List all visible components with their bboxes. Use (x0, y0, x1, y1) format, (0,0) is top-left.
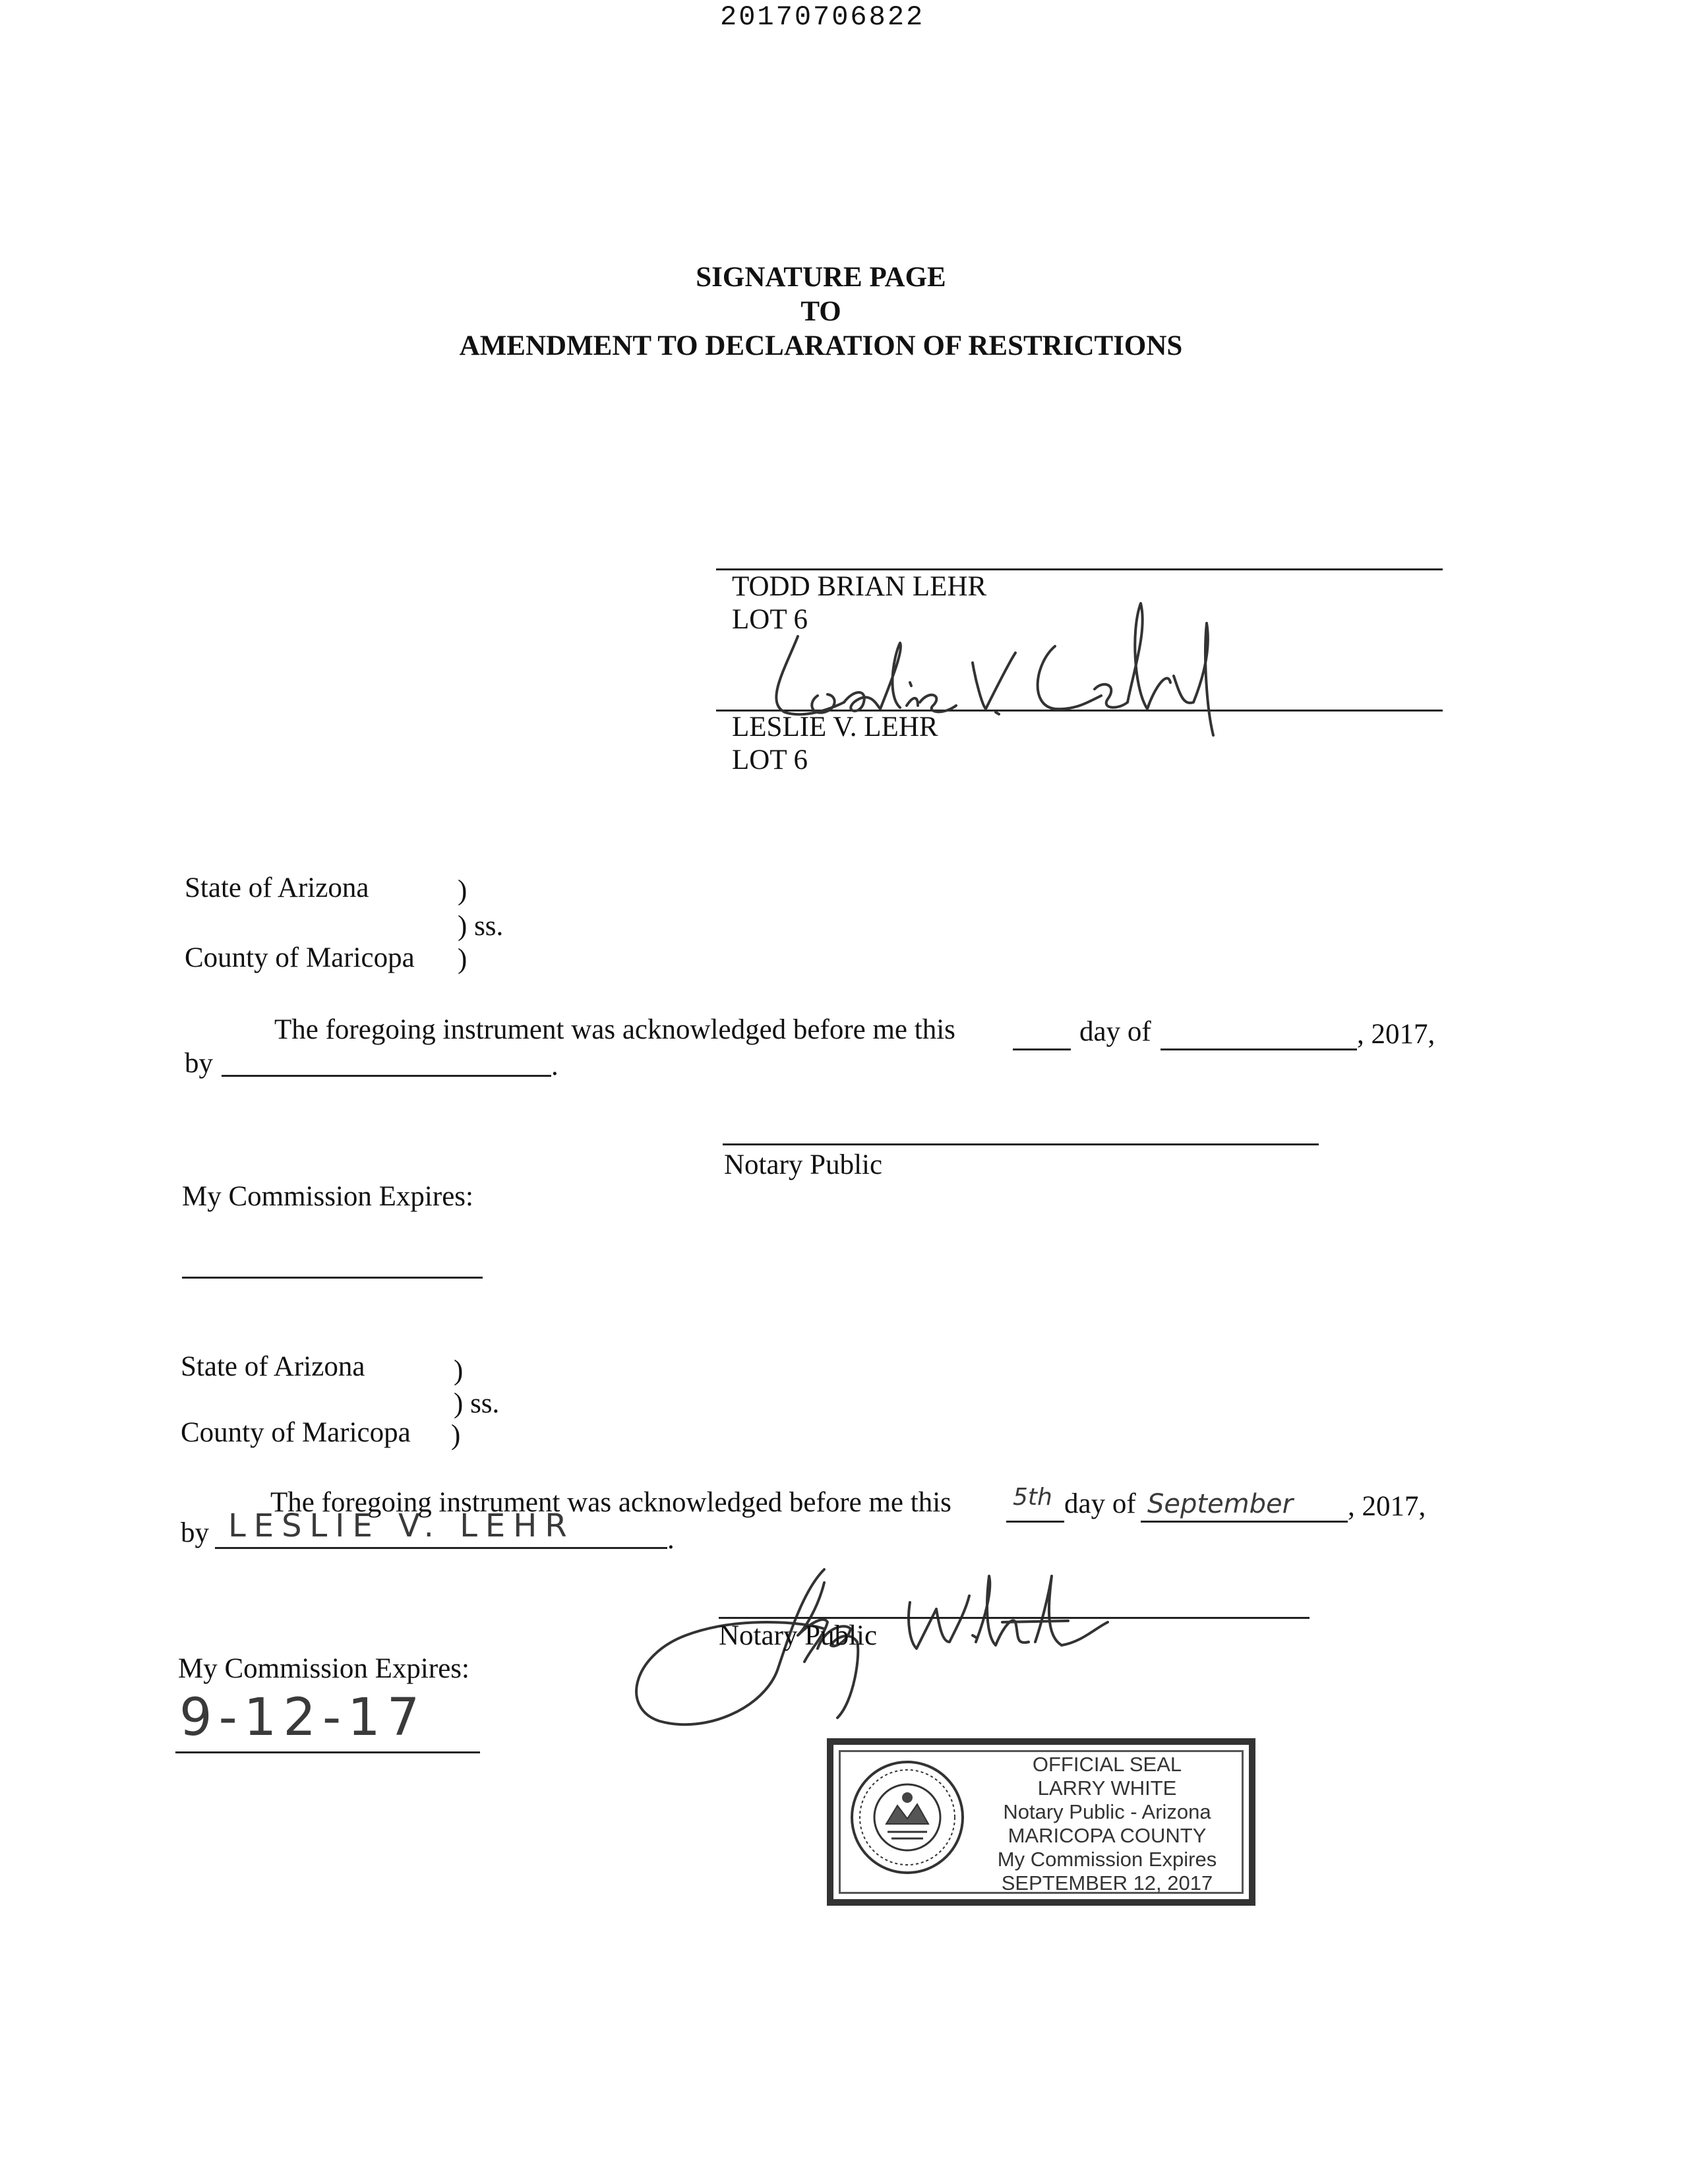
commission-blank-1 (182, 1277, 483, 1279)
year-2: , 2017, (1348, 1491, 1426, 1522)
month-blank-2 (1141, 1521, 1348, 1523)
signer-lot-todd: LOT 6 (732, 604, 808, 635)
ss-label-2: ) ss. (454, 1388, 500, 1419)
seal-line-4: MARICOPA COUNTY (1008, 1824, 1207, 1847)
seal-line-1: OFFICIAL SEAL (1032, 1753, 1182, 1776)
paren-1a: ) (458, 875, 467, 906)
state-seal-icon (848, 1758, 967, 1877)
day-of-2: day of (1064, 1488, 1136, 1519)
day-of-1: day of (1079, 1016, 1151, 1047)
official-seal-stamp (827, 1738, 1255, 1906)
ack-text-1: The foregoing instrument was acknowledged before me this (274, 1014, 955, 1045)
notary-public-label-2: Notary Public (719, 1620, 878, 1651)
county-label-2: County of Maricopa (181, 1417, 411, 1448)
document-number: 20170706822 (720, 1, 925, 33)
county-label-1: County of Maricopa (185, 942, 415, 973)
signer-name-todd: TODD BRIAN LEHR (732, 571, 987, 602)
by-blank-2 (215, 1547, 667, 1549)
seal-line-6: SEPTEMBER 12, 2017 (1001, 1871, 1213, 1895)
seal-line-2: LARRY WHITE (1037, 1776, 1177, 1800)
state-label-1: State of Arizona (185, 872, 369, 903)
day-blank-1 (1013, 1048, 1071, 1050)
year-1: , 2017, (1357, 1019, 1435, 1050)
month-blank-1 (1160, 1048, 1357, 1050)
by-period-2: . (667, 1524, 675, 1555)
handwritten-by-name: LESLIE V. LEHR (228, 1507, 575, 1544)
paren-2a: ) (454, 1355, 464, 1386)
handwritten-commission-date: 9-12-17 (179, 1688, 427, 1747)
ss-label-1: ) ss. (458, 911, 504, 942)
title-line-1: SIGNATURE PAGE (696, 262, 946, 293)
notary-line-1 (723, 1143, 1319, 1145)
commission-label-2: My Commission Expires: (178, 1653, 469, 1684)
commission-label-1: My Commission Expires: (182, 1181, 473, 1212)
day-blank-2 (1006, 1521, 1064, 1523)
paren-2c: ) (451, 1420, 461, 1451)
by-label-2: by (181, 1517, 209, 1548)
handwritten-month: September (1147, 1489, 1294, 1519)
by-label-1: by (185, 1048, 213, 1079)
ack-text-2: The foregoing instrument was acknowledged before me this (270, 1487, 951, 1518)
notary-line-2 (719, 1617, 1310, 1619)
paren-1c: ) (458, 944, 467, 975)
by-blank-1 (222, 1075, 551, 1077)
by-period-1: . (551, 1050, 558, 1081)
handwritten-day: 5th (1013, 1484, 1052, 1511)
title-line-2: TO (800, 296, 841, 327)
state-label-2: State of Arizona (181, 1351, 365, 1382)
signer-name-leslie: LESLIE V. LEHR (732, 712, 938, 743)
seal-line-3: Notary Public - Arizona (1003, 1800, 1211, 1823)
signer-lot-leslie: LOT 6 (732, 744, 808, 775)
seal-line-5: My Commission Expires (997, 1848, 1217, 1871)
commission-blank-2 (175, 1751, 480, 1753)
title-line-3: AMENDMENT TO DECLARATION OF RESTRICTIONS (459, 330, 1183, 361)
notary-public-label-1: Notary Public (724, 1149, 883, 1180)
